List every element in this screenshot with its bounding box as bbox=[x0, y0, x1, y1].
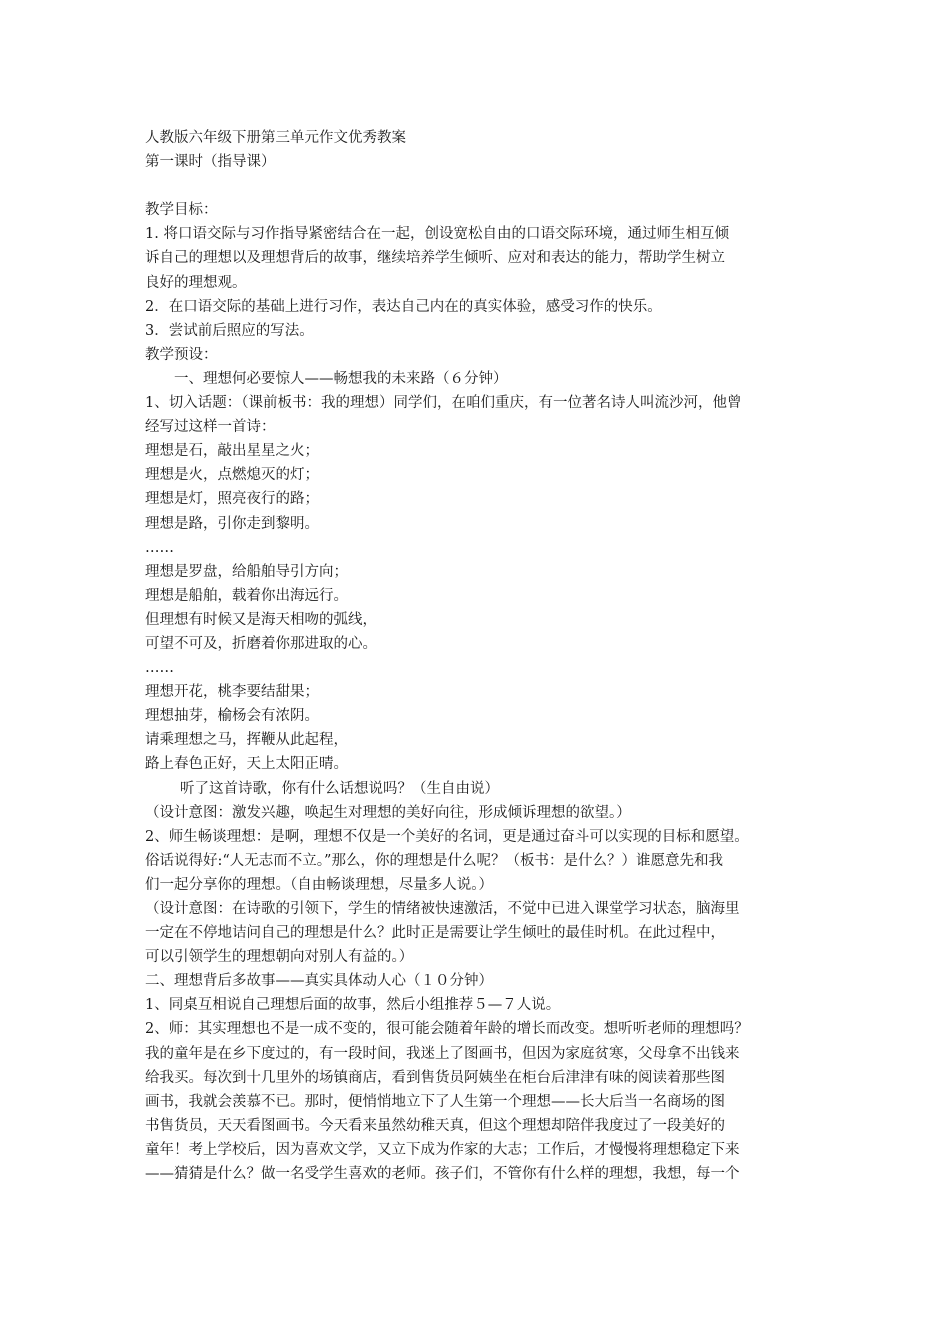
doc-line: …… bbox=[145, 660, 174, 677]
doc-line: 理想抽芽，榆杨会有浓阴。 bbox=[145, 708, 319, 725]
doc-line bbox=[145, 174, 825, 198]
doc-line: 理想开花，桃李要结甜果； bbox=[145, 684, 319, 701]
doc-title: 人教版六年级下册第三单元作文优秀教案 bbox=[145, 130, 406, 146]
doc-line: 理想是罗盘，给船舶导引方向； bbox=[145, 563, 348, 580]
doc-line: 1、同桌互相说自己理想后面的故事，然后小组推荐５—７人说。 bbox=[145, 997, 561, 1014]
doc-line: ——猜猜是什么？做一名受学生喜欢的老师。孩子们，不管你有什么样的理想，我想，每一个 bbox=[145, 1166, 740, 1183]
doc-line: 2、师：其实理想也不是一成不变的，很可能会随着年龄的增长而改变。想听听老师的理想吗？ bbox=[145, 1021, 749, 1038]
doc-line: 我的童年是在乡下度过的，有一段时间，我迷上了图画书，但因为家庭贫寒，父母拿不出钱来 bbox=[145, 1045, 740, 1062]
doc-line: 良好的理想观。 bbox=[145, 274, 247, 291]
doc-line: 教学预设： bbox=[145, 346, 218, 363]
document-page bbox=[145, 126, 825, 1186]
doc-line: 书售货员，天天看图画书。今天看来虽然幼稚天真，但这个理想却陪伴我度过了一段美好的 bbox=[145, 1117, 725, 1134]
doc-line: 1、切入话题：（课前板书：我的理想）同学们，在咱们重庆，有一位著名诗人叫流沙河，他曾 bbox=[145, 395, 742, 412]
doc-subtitle: 第一课时（指导课） bbox=[145, 154, 276, 171]
doc-line: 理想是船舶，载着你出海远行。 bbox=[145, 587, 348, 604]
doc-line: 给我买。每次到十几里外的场镇商店，看到售货员阿姨坐在柜台后津津有味的阅读着那些图 bbox=[145, 1069, 725, 1086]
doc-line: …… bbox=[145, 539, 174, 556]
doc-line: 经写过这样一首诗： bbox=[145, 419, 276, 436]
doc-line: 画书，我就会羡慕不已。那时，便悄悄地立下了人生第一个理想——长大后当一名商场的图 bbox=[145, 1093, 725, 1110]
doc-line: 二、理想背后多故事——真实具体动人心（１０分钟） bbox=[145, 973, 493, 990]
doc-line: 听了这首诗歌，你有什么话想说吗？（生自由说） bbox=[180, 780, 499, 797]
doc-line: 诉自己的理想以及理想背后的故事，继续培养学生倾听、应对和表达的能力，帮助学生树立 bbox=[145, 250, 725, 267]
doc-line: 一、理想何必要惊人——畅想我的未来路（６分钟） bbox=[174, 370, 508, 387]
doc-line: 2、师生畅谈理想：是啊，理想不仅是一个美好的名词，更是通过奋斗可以实现的目标和愿望。 bbox=[145, 828, 749, 845]
doc-line: 理想是灯，照亮夜行的路； bbox=[145, 491, 319, 508]
doc-line: 2．在口语交际的基础上进行习作，表达自己内在的真实体验，感受习作的快乐。 bbox=[145, 298, 662, 315]
doc-line: 3．尝试前后照应的写法。 bbox=[145, 322, 314, 339]
doc-line: （设计意图：在诗歌的引领下，学生的情绪被快速激活，不觉中已进入课堂学习状态，脑海里 bbox=[145, 901, 740, 917]
doc-line: 可以引领学生的理想朝向对别人有益的。） bbox=[145, 949, 414, 966]
doc-line: 请乘理想之马，挥鞭从此起程， bbox=[145, 732, 348, 749]
doc-line: 路上春色正好，天上太阳正晴。 bbox=[145, 756, 348, 773]
doc-line: 1. 将口语交际与习作指导紧密结合在一起，创设宽松自由的口语交际环境，通过师生相互倾 bbox=[145, 226, 729, 243]
doc-line: 们一起分享你的理想。（自由畅谈理想，尽量多人说。） bbox=[145, 876, 493, 893]
doc-line: 但理想有时候又是海天相吻的弧线， bbox=[145, 611, 377, 628]
doc-line: 理想是火，点燃熄灭的灯； bbox=[145, 467, 319, 484]
doc-line: 一定在不停地诘问自己的理想是什么？此时正是需要让学生倾吐的最佳时机。在此过程中， bbox=[145, 925, 725, 942]
doc-line: 理想是石，敲出星星之火； bbox=[145, 443, 319, 460]
doc-line: 童年！考上学校后，因为喜欢文学，又立下成为作家的大志；工作后，才慢慢将理想稳定下来 bbox=[145, 1141, 740, 1158]
doc-line: 理想是路，引你走到黎明。 bbox=[145, 515, 319, 532]
doc-body bbox=[145, 174, 825, 1186]
doc-line: （设计意图：激发兴趣，唤起生对理想的美好向往，形成倾诉理想的欲望。） bbox=[145, 804, 631, 821]
doc-line: 教学目标： bbox=[145, 202, 218, 219]
doc-line: 可望不可及，折磨着你那进取的心。 bbox=[145, 635, 377, 652]
doc-line: 俗话说得好:“人无志而不立。”那么，你的理想是什么呢？（板书：是什么？）谁愿意先和我 bbox=[145, 852, 723, 869]
